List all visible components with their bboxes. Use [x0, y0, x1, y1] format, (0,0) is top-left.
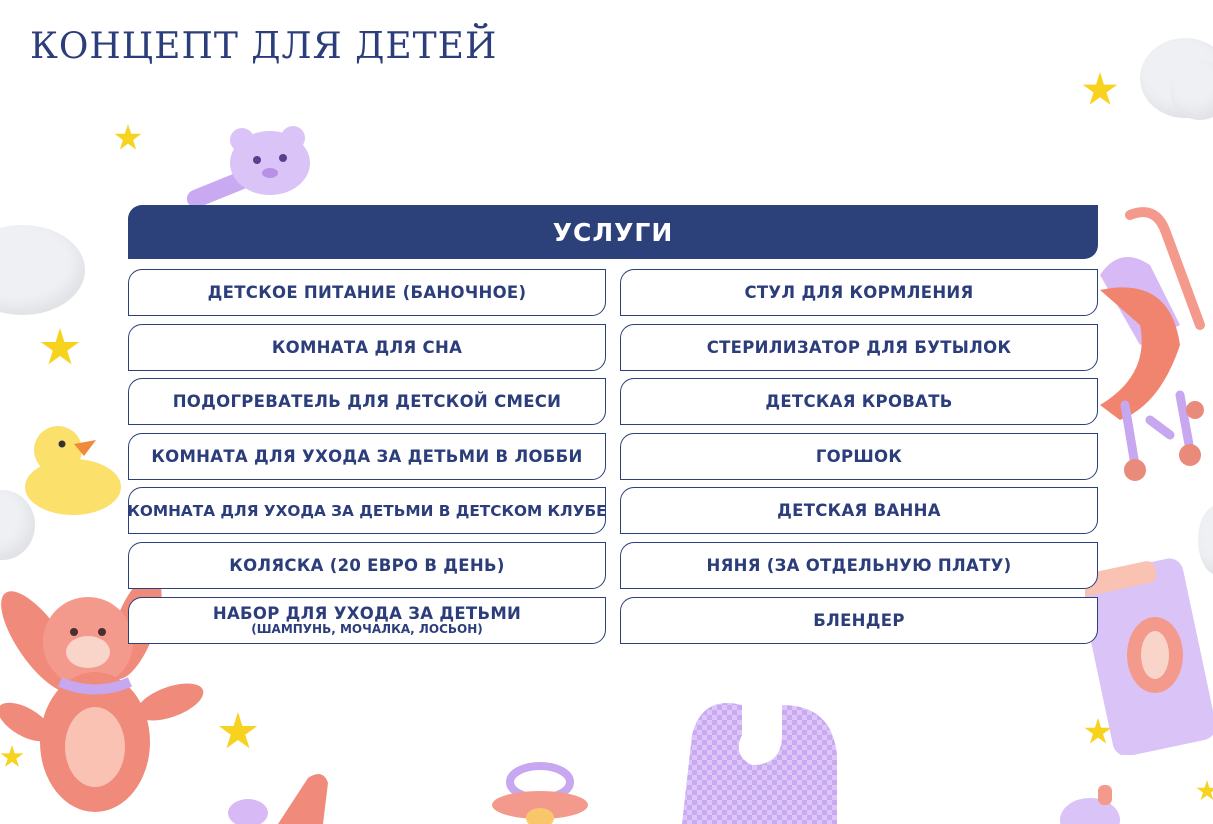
service-item-label: СТЕРИЛИЗАТОР ДЛЯ БУТЫЛОК: [706, 337, 1012, 357]
service-item-label: КОЛЯСКА (20 ЕВРО В ДЕНЬ): [229, 555, 505, 575]
services-right-column: [620, 269, 1098, 651]
service-item-label: ПОДОГРЕВАТЕЛЬ ДЛЯ ДЕТСКОЙ СМЕСИ: [172, 392, 562, 412]
service-item-label: ГОРШОК: [815, 446, 903, 466]
star-icon: [218, 712, 258, 752]
star-icon: [114, 124, 142, 152]
services-header-label: УСЛУГИ: [552, 217, 674, 247]
service-item: [128, 378, 606, 425]
service-item: [620, 269, 1098, 316]
trumpet-toy-icon: [228, 768, 338, 824]
service-item: [128, 433, 606, 480]
service-item-label: КОМНАТА ДЛЯ УХОДА ЗА ДЕТЬМИ В ДЕТСКОМ КЛУБЕ: [127, 501, 607, 520]
service-item: [128, 487, 606, 534]
service-item-label: СТУЛ ДЛЯ КОРМЛЕНИЯ: [744, 283, 974, 302]
page-title: КОНЦЕПТ ДЛЯ ДЕТЕЙ: [30, 26, 498, 67]
pacifier-icon: [490, 760, 600, 824]
service-item-label: КОМНАТА ДЛЯ УХОДА ЗА ДЕТЬМИ В ЛОББИ: [151, 446, 583, 466]
services-left-column: [128, 269, 606, 651]
service-item-label: ДЕТСКОЕ ПИТАНИЕ (БАНОЧНОЕ): [207, 283, 527, 302]
star-icon: [1082, 72, 1118, 108]
service-item-label: ДЕТСКАЯ ВАННА: [777, 501, 941, 521]
service-item-label: ДЕТСКАЯ КРОВАТЬ: [765, 392, 953, 412]
star-icon: [40, 328, 80, 368]
service-item: [128, 542, 606, 589]
duck-icon: [18, 412, 123, 517]
service-item: [620, 433, 1098, 480]
service-item-label: КОМНАТА ДЛЯ СНА: [271, 337, 463, 357]
services-header: [128, 205, 1098, 259]
service-item: [620, 542, 1098, 589]
service-item-sublabel: (ШАМПУНЬ, МОЧАЛКА, ЛОСЬОН): [251, 622, 483, 637]
service-item-label: БЛЕНДЕР: [813, 610, 905, 630]
service-item: [128, 324, 606, 371]
bib-icon: [672, 695, 847, 824]
service-item: [620, 597, 1098, 644]
service-item: [620, 378, 1098, 425]
service-item: [128, 597, 606, 644]
service-item-label: НАБОР ДЛЯ УХОДА ЗА ДЕТЬМИ: [212, 604, 522, 624]
cloud-icon: [0, 225, 85, 315]
star-icon: [1196, 780, 1213, 802]
wipes-pack-icon: [1085, 555, 1213, 755]
teether-icon: [185, 118, 320, 213]
service-item: [620, 487, 1098, 534]
service-item-label: НЯНЯ (ЗА ОТДЕЛЬНУЮ ПЛАТУ): [706, 555, 1012, 575]
service-item: [620, 324, 1098, 371]
bottle-icon: [1050, 785, 1125, 824]
service-item: [128, 269, 606, 316]
